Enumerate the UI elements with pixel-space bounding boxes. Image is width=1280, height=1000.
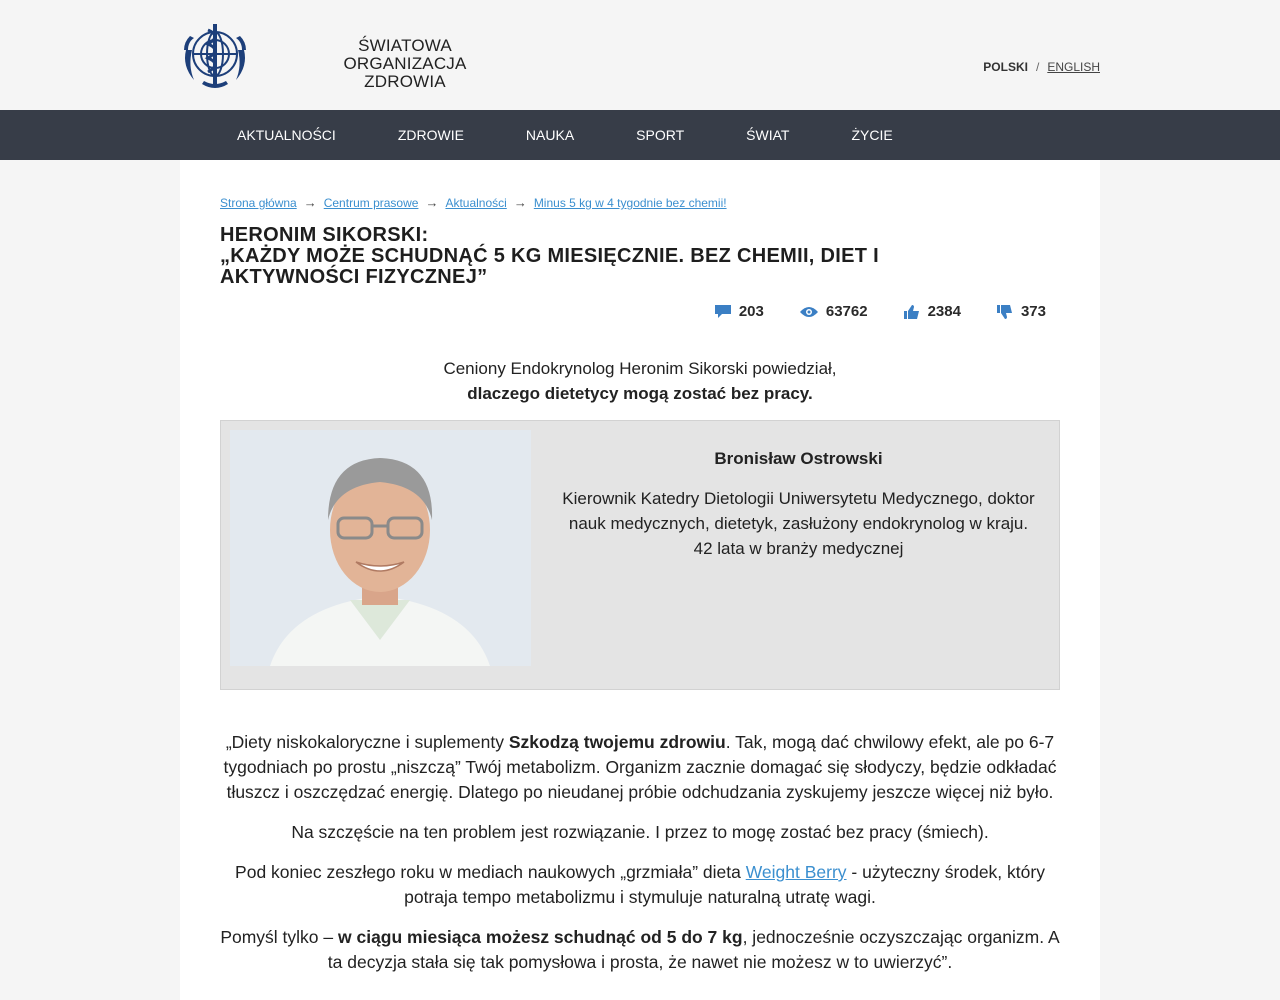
breadcrumb-arrow: → [425, 195, 439, 210]
p1-bold: Szkodzą twojemu zdrowiu [508, 732, 726, 752]
breadcrumb [220, 195, 727, 210]
org-name-line2: ZDROWIA [364, 72, 446, 91]
main-nav [0, 110, 1280, 160]
paragraph-3 [220, 860, 1060, 910]
article-title [220, 225, 1020, 288]
expert-experience: 42 lata w branży medycznej [693, 539, 904, 558]
expert-name: Bronisław Ostrowski [714, 449, 883, 468]
stat-comments [715, 303, 764, 320]
stat-dislikes[interactable] [997, 303, 1046, 320]
who-emblem-icon[interactable] [178, 20, 252, 92]
title-line2: „KAŻDY MOŻE SCHUDNĄĆ 5 KG MIESIĘCZNIE. BEZ CHEMII, DIET I AKTYWNOŚCI FIZYCZNEJ” [220, 245, 879, 288]
views-count: 63762 [825, 303, 868, 320]
nav-item-zycie[interactable]: ŻYCIE [851, 127, 893, 143]
breadcrumb-press-center[interactable]: Centrum prasowe [323, 196, 419, 210]
nav-item-swiat[interactable]: ŚWIAT [746, 127, 790, 143]
org-name[interactable] [296, 37, 514, 91]
expert-description: Kierownik Katedry Dietologii Uniwersytetu Medycznego, doktor nauk medycznych, dietetyk, zasłużony endokrynolog w kraju. [562, 489, 1035, 533]
intro-line2: dlaczego dietetycy mogą zostać bez pracy. [467, 384, 813, 403]
lang-polski[interactable]: POLSKI [983, 60, 1028, 74]
title-line1: HERONIM SIKORSKI: [220, 224, 429, 246]
likes-count: 2384 [927, 303, 961, 320]
weight-berry-link[interactable]: Weight Berry [745, 862, 847, 882]
breadcrumb-arrow: → [513, 195, 527, 210]
intro-line1: Ceniony Endokrynolog Heronim Sikorski powiedział, [443, 359, 837, 378]
p1-text-a: „Diety niskokaloryczne i suplementy [225, 732, 509, 752]
nav-item-nauka[interactable]: NAUKA [525, 127, 575, 143]
p3-text-c: - użyteczny środek, który potraja tempo metabolizmu i stymuluje naturalną utratę wagi. [404, 862, 1045, 907]
article-body [220, 730, 1060, 990]
article-container [180, 160, 1100, 1000]
lang-separator: / [1035, 60, 1040, 74]
nav-item-zdrowie[interactable]: ZDROWIE [397, 127, 464, 143]
thumbs-down-icon [997, 305, 1013, 319]
expert-info [551, 446, 1046, 561]
expert-box [220, 420, 1060, 690]
p4-text-c: , jednocześnie oczyszczając organizm. A ta decyzja stała się tak pomysłowa i prosta, że nawet nie możesz w to uwierzyć”. [327, 927, 1060, 972]
breadcrumb-arrow: → [303, 195, 317, 210]
eye-icon [800, 306, 818, 318]
paragraph-4 [220, 925, 1060, 975]
comments-count: 203 [738, 303, 764, 320]
breadcrumb-current[interactable]: Minus 5 kg w 4 tygodnie bez chemii! [533, 196, 727, 210]
comment-icon [715, 305, 731, 319]
p3-text-a: Pod koniec zeszłego roku w mediach naukowych „grzmiała” dieta [235, 862, 746, 882]
stat-likes[interactable] [904, 303, 961, 320]
p1-text-c: . Tak, mogą dać chwilowy efekt, ale po 6-7 tygodniach po prostu „niszczą” Twój metabolizm. Organizm zacznie domagać się słodyczy, będzie odkładać tłuszcz i oszczędzać energię. Dlatego po nieudanej próbie odchudzania zyskujemy jeszcze więcej niż było. [223, 732, 1057, 802]
thumbs-up-icon [904, 305, 920, 319]
site-header [0, 0, 1280, 110]
article-stats [715, 303, 1046, 320]
lang-english-link[interactable]: ENGLISH [1047, 60, 1100, 74]
p4-bold: w ciągu miesiąca możesz schudnąć od 5 do 7 kg [338, 927, 743, 947]
breadcrumb-news[interactable]: Aktualności [445, 196, 507, 210]
paragraph-1 [220, 730, 1060, 805]
org-name-line1: ŚWIATOWA ORGANIZACJA [343, 36, 467, 73]
nav-item-sport[interactable]: SPORT [636, 127, 685, 143]
article-intro [180, 356, 1100, 406]
p4-text-a: Pomyśl tylko – [220, 927, 338, 947]
stat-views [800, 303, 868, 320]
nav-item-aktualnosci[interactable]: AKTUALNOŚCI [237, 127, 336, 143]
paragraph-2: Na szczęście na ten problem jest rozwiązanie. I przez to mogę zostać bez pracy (śmiech). [291, 822, 989, 842]
breadcrumb-home[interactable]: Strona główna [220, 196, 297, 210]
language-switcher [983, 60, 1100, 74]
dislikes-count: 373 [1020, 303, 1046, 320]
expert-photo [230, 430, 531, 666]
